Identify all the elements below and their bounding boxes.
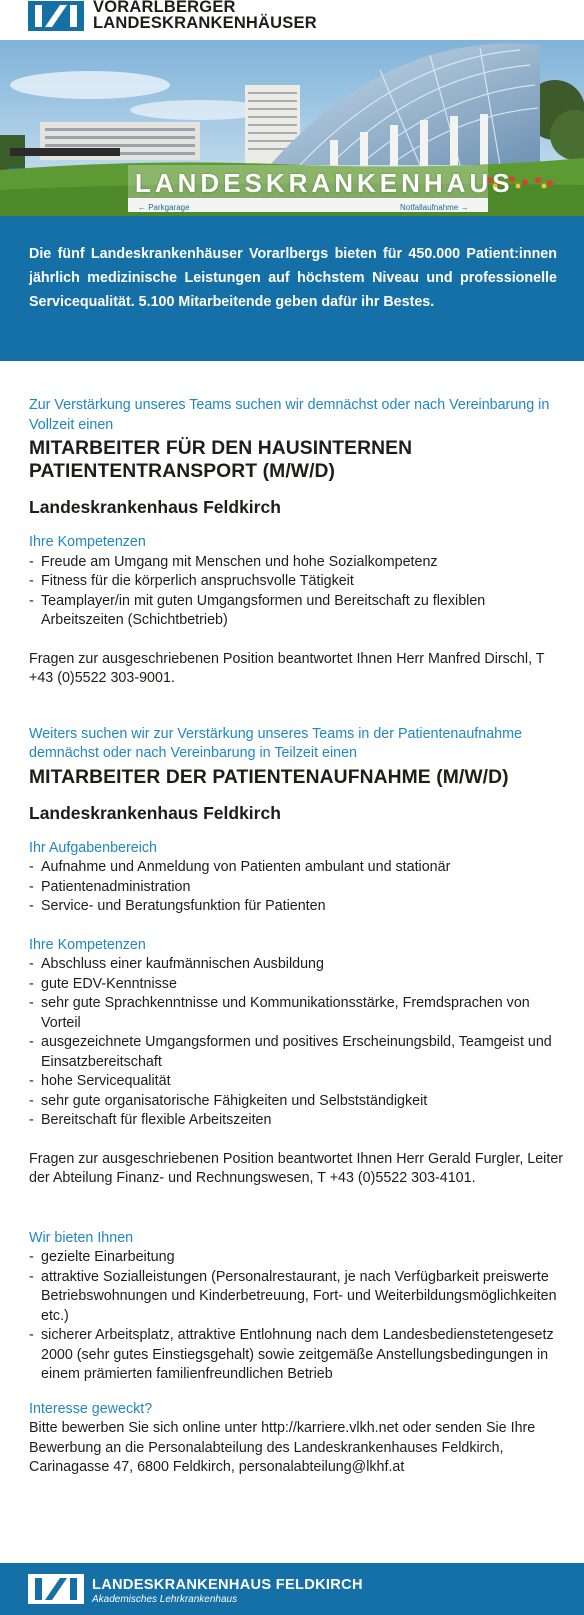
list-item: - sicherer Arbeitsplatz, attraktive Entlohnung nach dem Landesbedienstetengesetz 2000 (sehr gutes Einstiegsgehalt) sowie zeitgemäße Anstellungsbedingungen in einem prämierten familienfreundlichen Betrieb [29, 1326, 569, 1385]
list-item: - gute EDV-Kenntnisse [29, 975, 569, 995]
offer-section [29, 1229, 569, 1385]
list-item: - Fitness für die körperlich anspruchsvolle Tätigkeit [29, 572, 569, 592]
emergency-direction-label: Notfallaufnahme → [400, 203, 469, 212]
job-ad-content [29, 396, 569, 1478]
job-posting-transport [29, 396, 569, 689]
job2-skills-list [29, 955, 569, 1131]
job1-skills-list [29, 553, 569, 631]
list-item: - gezielte Einarbeitung [29, 1248, 569, 1268]
job1-lead: Zur Verstärkung unseres Teams suchen wir demnächst oder nach Vereinbarung in Vollzeit einen [29, 397, 550, 433]
list-item: - Freude am Umgang mit Menschen und hohe Sozialkompetenz [29, 553, 569, 573]
vlkh-logo-icon [28, 1, 84, 31]
job1-location: Landeskrankenhaus Feldkirch [29, 497, 281, 517]
lkh-logo-icon [28, 1574, 84, 1604]
job1-contact: Fragen zur ausgeschriebenen Position beantwortet Ihnen Herr Manfred Dirschl, T +43 (0)5522 303-9001. [29, 650, 545, 686]
list-item: - ausgezeichnete Umgangsformen und positives Erscheinungsbild, Teamgeist und Einsatzbereitschaft [29, 1033, 569, 1072]
footer-title: LANDESKRANKENHAUS FELDKIRCH [92, 1577, 363, 1593]
header [0, 0, 584, 40]
list-item: - attraktive Sozialleistungen (Personalrestaurant, je nach Verfügbarkeit preiswerte Betriebswohnungen und Kinderbetreuung, Fort- und Weiterbildungsmöglichkeiten etc.) [29, 1268, 569, 1327]
apply-section [29, 1400, 569, 1478]
parking-direction-label: ← Parkgarage [138, 203, 190, 212]
job2-tasks-heading: Ihr Aufgabenbereich [29, 839, 157, 856]
footer-band [0, 1563, 584, 1615]
job2-tasks-list [29, 858, 569, 917]
apply-heading: Interesse geweckt? [29, 1400, 153, 1417]
job1-title: MITARBEITER FÜR DEN HAUSINTERNEN PATIENTENTRANSPORT (M/W/D) [29, 438, 413, 482]
intro-band [0, 216, 584, 361]
job-posting-admission [29, 725, 569, 1189]
job2-location: Landeskrankenhaus Feldkirch [29, 802, 281, 823]
logo-line-2: LANDESKRANKENHÄUSER [93, 13, 317, 32]
list-item: - hohe Servicequalität [29, 1072, 569, 1092]
list-item: - sehr gute organisatorische Fähigkeiten und Selbstständigkeit [29, 1092, 569, 1112]
hospital-sign-text: LANDESKRANKENHAUS [135, 168, 514, 198]
job2-lead: Weiters suchen wir zur Verstärkung unseres Teams in der Patientenaufnahme demnächst oder nach Vereinbarung in Teilzeit einen [29, 725, 522, 761]
list-item: - Aufnahme und Anmeldung von Patienten ambulant und stationär [29, 858, 569, 878]
list-item: - Teamplayer/in mit guten Umgangsformen und Bereitschaft zu flexiblen Arbeitszeiten (Schichtbetrieb) [29, 592, 569, 631]
list-item: - sehr gute Sprachkenntnisse und Kommunikationsstärke, Fremdsprachen von Vorteil [29, 994, 569, 1033]
job2-contact: Fragen zur ausgeschriebenen Position beantwortet Ihnen Herr Gerald Furgler, Leiter der Abteilung Finanz- und Rechnungswesen, T +43 (0)5522 303-4101. [29, 1150, 564, 1186]
footer-subtitle: Akademisches Lehrkrankenhaus [92, 1594, 238, 1605]
intro-text: Die fünf Landeskrankenhäuser Vorarlbergs bieten für 450.000 Patient:innen jährlich medizinische Leistungen auf höchstem Niveau und professionelle Servicequalität. 5.100 Mitarbeitende geben dafür ihr Bestes. [29, 246, 557, 310]
list-item: - Bereitschaft für flexible Arbeitszeiten [29, 1111, 569, 1131]
list-item: - Service- und Beratungsfunktion für Patienten [29, 897, 569, 917]
list-item: - Patientenadministration [29, 878, 569, 898]
offer-list [29, 1248, 569, 1385]
logo-line-1: VORARLBERGER [93, 0, 236, 16]
header-logo-text [93, 0, 317, 31]
list-item: - Abschluss einer kaufmännischen Ausbildung [29, 955, 569, 975]
job2-skills-heading: Ihre Kompetenzen [29, 936, 146, 953]
job2-title: MITARBEITER DER PATIENTENAUFNAHME (M/W/D) [29, 766, 509, 788]
offer-heading: Wir bieten Ihnen [29, 1229, 134, 1246]
hero-photo [0, 40, 584, 216]
apply-text: Bitte bewerben Sie sich online unter http://karriere.vlkh.net oder senden Sie Ihre Bewerbung an die Personalabteilung des Landeskrankenhauses Feldkirch, Carinagasse 47, 6800 Feldkirch, personalabteilung@lkhf.at [29, 1420, 536, 1475]
job1-skills-heading: Ihre Kompetenzen [29, 534, 146, 550]
